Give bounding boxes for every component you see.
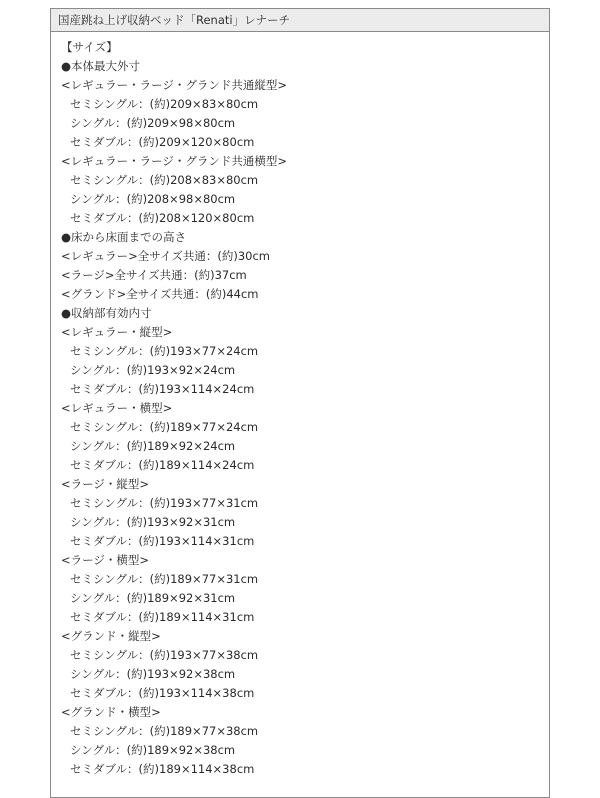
spec-value-line: シングル：(約)193×92×38cm: [70, 667, 236, 681]
spec-value-line: セミシングル：(約)193×77×24cm: [70, 344, 259, 358]
spec-value-line: セミシングル：(約)193×77×31cm: [70, 496, 259, 510]
spec-heading-line: <レギュラー>全サイズ共通：(約)30cm: [61, 249, 270, 263]
spec-value-line: シングル：(約)193×92×31cm: [70, 515, 236, 529]
spec-value-line: シングル：(約)209×98×80cm: [70, 116, 236, 130]
spec-value-line: セミダブル：(約)193×114×24cm: [70, 382, 255, 396]
spec-heading-line: <ラージ・縦型>: [61, 477, 150, 491]
spec-heading-line: <レギュラー・横型>: [61, 401, 173, 415]
spec-heading-line: <グランド>全サイズ共通：(約)44cm: [61, 287, 259, 301]
spec-value-line: セミダブル：(約)193×114×38cm: [70, 686, 255, 700]
spec-heading-line: <レギュラー・ラージ・グランド共通縦型>: [61, 78, 288, 92]
spec-value-line: シングル：(約)189×92×31cm: [70, 591, 236, 605]
spec-value-line: セミダブル：(約)189×114×31cm: [70, 610, 255, 624]
panel-title: 国産跳ね上げ収納ベッド「Renati」レナーチ: [58, 13, 291, 27]
spec-value-line: セミダブル：(約)189×114×24cm: [70, 458, 255, 472]
spec-value-line: セミダブル：(約)189×114×38cm: [70, 762, 255, 776]
spec-content: [51, 32, 549, 779]
spec-value-line: セミシングル：(約)209×83×80cm: [70, 97, 259, 111]
spec-value-line: セミダブル：(約)208×120×80cm: [70, 211, 255, 225]
spec-heading-line: 【サイズ】: [61, 40, 118, 54]
spec-heading-line: <グランド・横型>: [61, 705, 161, 719]
spec-value-line: セミシングル：(約)208×83×80cm: [70, 173, 259, 187]
spec-value-line: シングル：(約)189×92×24cm: [70, 439, 236, 453]
spec-heading-line: ●本体最大外寸: [61, 59, 141, 73]
panel-header: [51, 9, 549, 32]
spec-heading-line: ●収納部有効内寸: [61, 306, 152, 320]
spec-heading-line: <ラージ・横型>: [61, 553, 150, 567]
spec-heading-line: <レギュラー・縦型>: [61, 325, 173, 339]
spec-value-line: セミシングル：(約)189×77×24cm: [70, 420, 259, 434]
spec-value-line: シングル：(約)193×92×24cm: [70, 363, 236, 377]
spec-value-line: セミダブル：(約)193×114×31cm: [70, 534, 255, 548]
spec-value-line: シングル：(約)189×92×38cm: [70, 743, 236, 757]
spec-panel: [50, 8, 550, 798]
spec-value-line: セミダブル：(約)209×120×80cm: [70, 135, 255, 149]
spec-value-line: セミシングル：(約)189×77×31cm: [70, 572, 259, 586]
spec-heading-line: <グランド・縦型>: [61, 629, 161, 643]
spec-value-line: シングル：(約)208×98×80cm: [70, 192, 236, 206]
spec-heading-line: <レギュラー・ラージ・グランド共通横型>: [61, 154, 288, 168]
spec-value-line: セミシングル：(約)189×77×38cm: [70, 724, 259, 738]
spec-heading-line: <ラージ>全サイズ共通：(約)37cm: [61, 268, 247, 282]
spec-heading-line: ●床から床面までの高さ: [61, 230, 187, 244]
spec-value-line: セミシングル：(約)193×77×38cm: [70, 648, 259, 662]
